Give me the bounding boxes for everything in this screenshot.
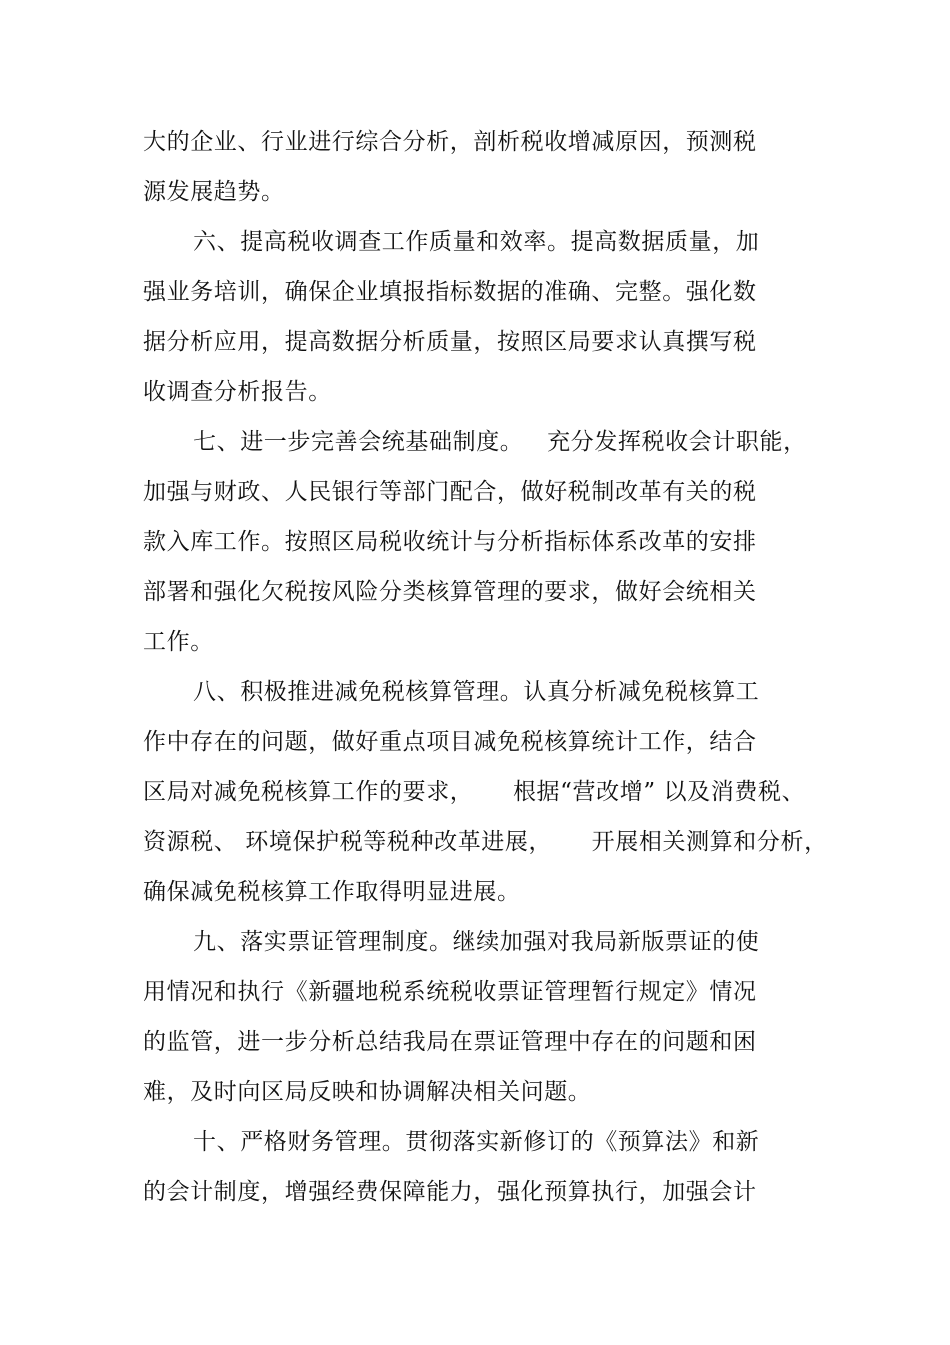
paragraph-line: 大的企业、行业进行综合分析，剖析税收增减原因，预测税 [143,129,757,155]
paragraph-line: 九、落实票证管理制度。继续加强对我局新版票证的使 [193,929,760,955]
paragraph-line: 的监管，进一步分析总结我局在票证管理中存在的问题和困 [143,1029,757,1055]
paragraph-line: 工作。 [143,629,214,655]
paragraph-line: 强业务培训，确保企业填报指标数据的准确、完整。强化数 [143,279,757,305]
paragraph-line: 区局对减免税核算工作的要求， 根据“营改增” 以及消费税、 [143,779,806,805]
paragraph-line: 的会计制度，增强经费保障能力，强化预算执行，加强会计 [143,1179,757,1205]
paragraph-line: 加强与财政、人民银行等部门配合，做好税制改革有关的税 [143,479,757,505]
paragraph-line: 款入库工作。按照区局税收统计与分析指标体系改革的安排 [143,529,757,555]
paragraph-line: 八、积极推进减免税核算管理。认真分析减免税核算工 [193,679,760,705]
paragraph-line: 据分析应用，提高数据分析质量，按照区局要求认真撰写税 [143,329,757,355]
paragraph-line: 难，及时向区局反映和协调解决相关问题。 [143,1079,592,1105]
paragraph-line: 部署和强化欠税按风险分类核算管理的要求，做好会统相关 [143,579,757,605]
paragraph-line: 资源税、 环境保护税等税种改革进展， 开展相关测算和分析， [143,829,828,855]
paragraph-line: 十、严格财务管理。贯彻落实新修订的《预算法》和新 [193,1129,760,1155]
paragraph-line: 作中存在的问题，做好重点项目减免税核算统计工作，结合 [143,729,757,755]
paragraph-line: 源发展趋势。 [143,179,285,205]
paragraph-line: 六、提高税收调查工作质量和效率。提高数据质量，加 [193,229,760,255]
paragraph-line: 七、进一步完善会统基础制度。 充分发挥税收会计职能， [193,429,807,455]
paragraph-line: 收调查分析报告。 [143,379,332,405]
paragraph-line: 确保减免税核算工作取得明显进展。 [143,879,521,905]
paragraph-line: 用情况和执行《新疆地税系统税收票证管理暂行规定》情况 [143,979,757,1005]
